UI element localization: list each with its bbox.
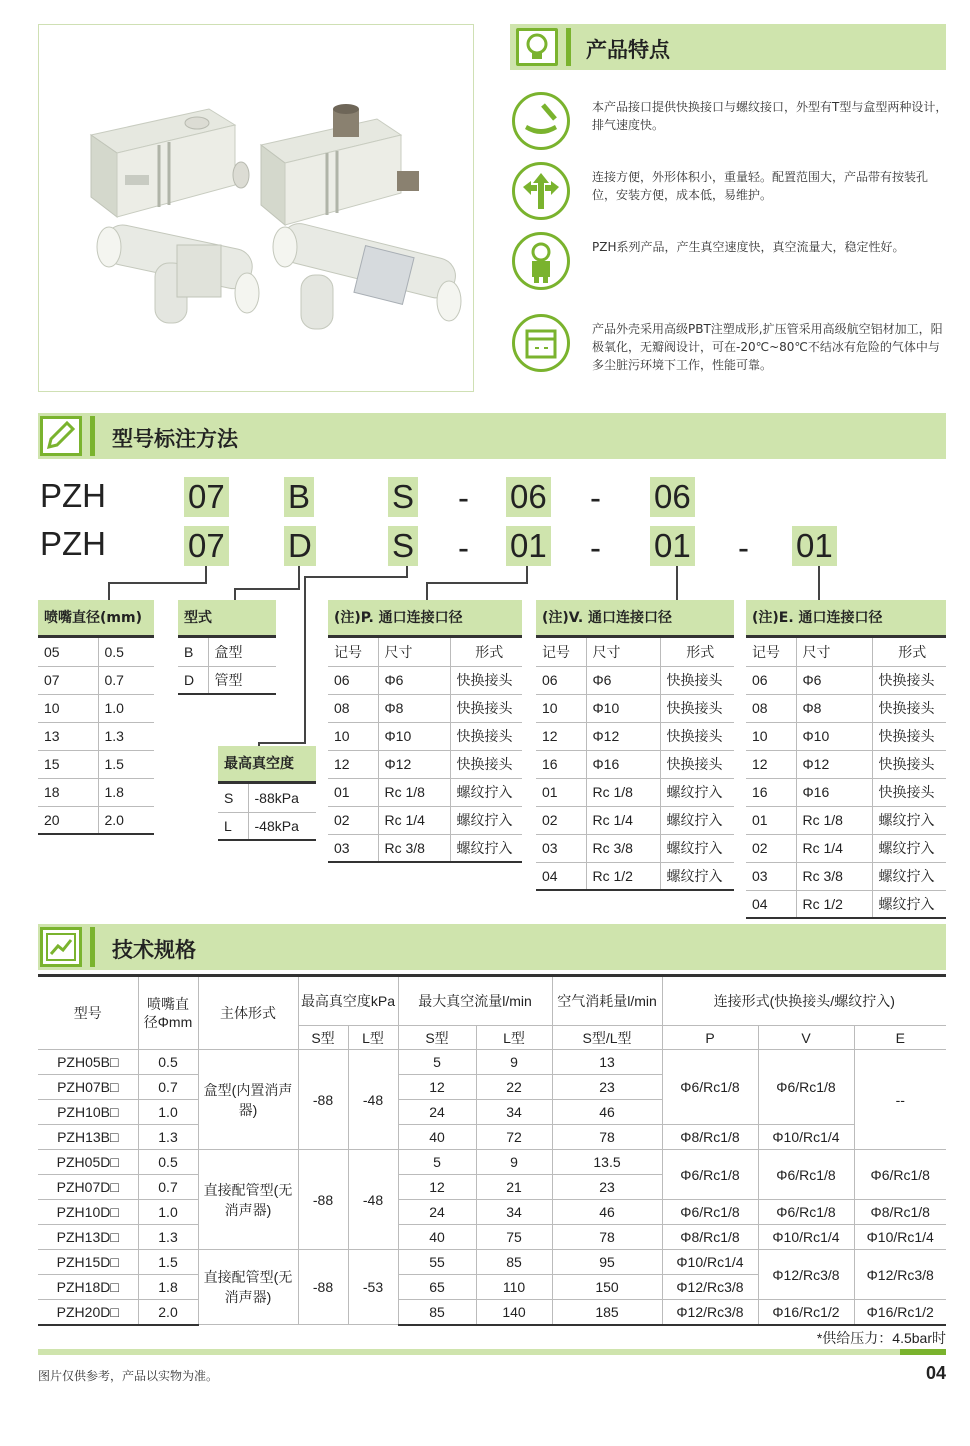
table-row: PZH13D□ 1.3 40 75 78 Φ8/Rc1/8 Φ10/Rc1/4 Φ10/Rc1/4: [38, 1225, 946, 1250]
port-v-table: [536, 638, 734, 891]
footer-bar: [38, 1349, 946, 1355]
table-row: 01 Rc 1/8 螺纹拧入: [328, 778, 522, 806]
table-row: 08 Φ8 快换接头: [746, 694, 946, 722]
table-row: 03 Rc 3/8 螺纹拧入: [328, 834, 522, 862]
code-port-p-2: 01: [506, 526, 551, 566]
model-section-header: [38, 413, 946, 459]
table-row: 12 Φ12 快换接头: [536, 722, 734, 750]
col-air: 空气消耗量l/min: [552, 976, 662, 1026]
feature-text-4: 产品外壳采用高级PBT注塑成形,扩压管采用高级航空铝材加工，阳极氧化，无瓣阀设计，可在-20℃~80℃不结冰有危险的气体中与多尘脏污环境下工作，性能可靠。: [592, 322, 943, 372]
code-port-p-1: 06: [506, 477, 551, 517]
code-vacuum-2: S: [388, 526, 418, 566]
pencil-icon: [40, 416, 82, 456]
port-p-table: [328, 638, 522, 863]
table-row: 03 Rc 3/8 螺纹拧入: [746, 862, 946, 890]
spec-table: 型号 喷嘴直径Φmm 主体形式 最高真空度kPa 最大真空流量l/min 空气消耗量l/min 连接形式(快换接头/螺纹拧入) S型 L型 S型 L型 S型/L型 P V E PZH05B□ 0.5 盒型(内置消声器) -88 -48 5 9 13 Φ6/Rc1/8 Φ6/Rc1/8 -- PZH07B□ 0.7 12 22 23 PZH10B□ 1.0 24 34 46 PZH13B□ 1.3 40 72 78 Φ8/Rc1/8 Φ10/Rc1/4 PZH05D□ 0.5 直接配管型(无消声器) -88 -48 5 9 13.5 Φ6/Rc1/8 Φ6/Rc1/8 Φ6/Rc1/8 PZH07D□ 0.7 12 21 23 PZH10D□ 1.0 24 34 46 Φ6/Rc1/8 Φ6/Rc1/8 Φ8/Rc1/8 PZH13D□ 1.3 40 75 78 Φ8/Rc1/8 Φ10/Rc1/4 Φ10/Rc1/4 PZH15D□ 1.5 直接配管型(无消声器) -88 -53 55 85 95 Φ10/Rc1/4 Φ12/Rc3/8 Φ12/Rc3/8 PZH18D□ 1.8 65 110 150 Φ12/Rc3/8 PZH20D□ 2.0 85 140 185 Φ12/Rc3/8 Φ16/Rc1/2 Φ16/Rc1/2: [38, 974, 946, 1326]
code-port-v-2: 01: [650, 526, 695, 566]
tube-ejector-1: [97, 222, 259, 323]
col-nozzle: 喷嘴直径Φmm: [138, 976, 198, 1050]
code-vacuum-1: S: [388, 477, 418, 517]
table-row: 16 Φ16 快换接头: [536, 750, 734, 778]
features-title: 产品特点: [586, 38, 670, 62]
port-e-table-header: (注)E. 通口连接口径: [746, 600, 946, 638]
table-row: PZH15D□ 1.5 直接配管型(无消声器) -88 -53 55 85 95 Φ10/Rc1/4 Φ12/Rc3/8 Φ12/Rc3/8: [38, 1250, 946, 1275]
code-nozzle-1: 07: [184, 477, 229, 517]
col-model: 型号: [38, 976, 138, 1050]
table-row: PZH13B□ 1.3 40 72 78 Φ8/Rc1/8 Φ10/Rc1/4: [38, 1125, 946, 1150]
col-body: 主体形式: [198, 976, 298, 1050]
col-connection: 连接形式(快换接头/螺纹拧入): [662, 976, 946, 1026]
table-row: 04 Rc 1/2 螺纹拧入: [536, 862, 734, 890]
code-dash-2b: -: [590, 529, 601, 566]
table-row: D 管型: [178, 666, 276, 694]
table-row: 15 1.5: [38, 750, 154, 778]
type-table: [178, 638, 276, 695]
col-vacuum: 最高真空度kPa: [298, 976, 398, 1026]
vacuum-table-header: 最高真空度: [218, 746, 316, 784]
table-row: 10 1.0: [38, 694, 154, 722]
port-p-table-header: (注)P. 通口连接口径: [328, 600, 522, 638]
code-dash-2c: -: [738, 529, 749, 566]
table-row: 06 Φ6 快换接头: [328, 666, 522, 694]
arrows-icon: [512, 162, 570, 220]
code-dash-2a: -: [458, 529, 469, 566]
table-row: 05 0.5: [38, 638, 154, 666]
code-port-e-2: 01: [792, 526, 837, 566]
col-flow: 最大真空流量l/min: [398, 976, 552, 1026]
table-row: 02 Rc 1/4 螺纹拧入: [746, 834, 946, 862]
table-row: 13 1.3: [38, 722, 154, 750]
table-row: PZH07B□ 0.7 12 22 23: [38, 1075, 946, 1100]
table-row: 07 0.7: [38, 666, 154, 694]
product-illustration: [39, 25, 475, 393]
feature-text-3: PZH系列产品，产生真空速度快，真空流量大，稳定性好。: [592, 240, 905, 254]
code-dash-1b: -: [590, 479, 601, 516]
table-row: L -48kPa: [218, 812, 316, 840]
code-type-1: B: [284, 477, 314, 517]
battery-box-icon: [512, 314, 570, 372]
table-row: 02 Rc 1/4 螺纹拧入: [536, 806, 734, 834]
code-nozzle-2: 07: [184, 526, 229, 566]
box-ejector-1: [91, 109, 249, 217]
tube-ejector-2: [273, 220, 461, 329]
code-prefix-2: PZH: [40, 525, 106, 562]
table-row: 06 Φ6 快换接头: [536, 666, 734, 694]
table-row: 10 Φ10 快换接头: [536, 694, 734, 722]
table-row: PZH10D□ 1.0 24 34 46 Φ6/Rc1/8 Φ6/Rc1/8 Φ8/Rc1/8: [38, 1200, 946, 1225]
page-number: 04: [925, 1363, 946, 1383]
table-header-row: 记号 尺寸 形式: [328, 638, 522, 666]
table-row: 04 Rc 1/2 螺纹拧入: [746, 890, 946, 918]
features-header: [510, 24, 946, 70]
table-row: 02 Rc 1/4 螺纹拧入: [328, 806, 522, 834]
table-row: 06 Φ6 快换接头: [746, 666, 946, 694]
table-row: 12 Φ12 快换接头: [746, 750, 946, 778]
vacuum-table: [218, 784, 316, 841]
nozzle-table-header: 喷嘴直径(mm): [38, 600, 154, 638]
table-row: 01 Rc 1/8 螺纹拧入: [746, 806, 946, 834]
table-row: PZH05B□ 0.5 盒型(内置消声器) -88 -48 5 9 13 Φ6/Rc1/8 Φ6/Rc1/8 --: [38, 1050, 946, 1075]
spec-section-header: [38, 924, 946, 970]
table-row: 08 Φ8 快换接头: [328, 694, 522, 722]
table-row: PZH07D□ 0.7 12 21 23: [38, 1175, 946, 1200]
table-row: 16 Φ16 快换接头: [746, 778, 946, 806]
table-row: B 盒型: [178, 638, 276, 666]
table-row: PZH10B□ 1.0 24 34 46: [38, 1100, 946, 1125]
table-row: 18 1.8: [38, 778, 154, 806]
table-row: PZH20D□ 2.0 85 140 185 Φ12/Rc3/8 Φ16/Rc1/2 Φ16/Rc1/2: [38, 1300, 946, 1325]
lightbulb-icon: [516, 28, 558, 66]
type-table-header: 型式: [178, 600, 276, 638]
code-dash-1a: -: [458, 479, 469, 516]
nozzle-table: [38, 638, 154, 835]
port-e-table: [746, 638, 946, 919]
astronaut-icon: [512, 232, 570, 290]
spec-section-title: 技术规格: [112, 938, 196, 962]
table-row: 01 Rc 1/8 螺纹拧入: [536, 778, 734, 806]
table-row: 03 Rc 3/8 螺纹拧入: [536, 834, 734, 862]
table-header-row: 记号 尺寸 形式: [746, 638, 946, 666]
feature-text-1: 本产品接口提供快换接口与螺纹接口，外型有T型与盒型两种设计，排气速度快。: [592, 100, 948, 132]
port-v-table-header: (注)V. 通口连接口径: [536, 600, 734, 638]
supply-pressure-note: *供给压力：4.5bar时: [816, 1330, 946, 1346]
table-row: 10 Φ10 快换接头: [746, 722, 946, 750]
feature-text-2: 连接方便，外形体积小，重量轻。配置范围大，产品带有按装孔位，安装方便，成本低，易维护。: [592, 170, 929, 202]
table-header-row: 记号 尺寸 形式: [536, 638, 734, 666]
table-row: PZH05D□ 0.5 直接配管型(无消声器) -88 -48 5 9 13.5 Φ6/Rc1/8 Φ6/Rc1/8 Φ6/Rc1/8: [38, 1150, 946, 1175]
model-section-title: 型号标注方法: [112, 427, 238, 451]
box-ejector-2: [261, 104, 419, 225]
footer-disclaimer: 图片仅供参考，产品以实物为准。: [38, 1369, 219, 1383]
code-type-2: D: [284, 526, 316, 566]
code-port-v-1: 06: [650, 477, 695, 517]
table-row: 12 Φ12 快换接头: [328, 750, 522, 778]
table-row: 10 Φ10 快换接头: [328, 722, 522, 750]
table-row: 20 2.0: [38, 806, 154, 834]
table-row: PZH18D□ 1.8 65 110 150 Φ12/Rc3/8: [38, 1275, 946, 1300]
chart-trend-icon: [40, 927, 82, 967]
code-prefix-1: PZH: [40, 477, 106, 514]
tube-fitting-icon: [512, 92, 570, 150]
product-photo: [38, 24, 474, 392]
table-row: S -88kPa: [218, 784, 316, 812]
